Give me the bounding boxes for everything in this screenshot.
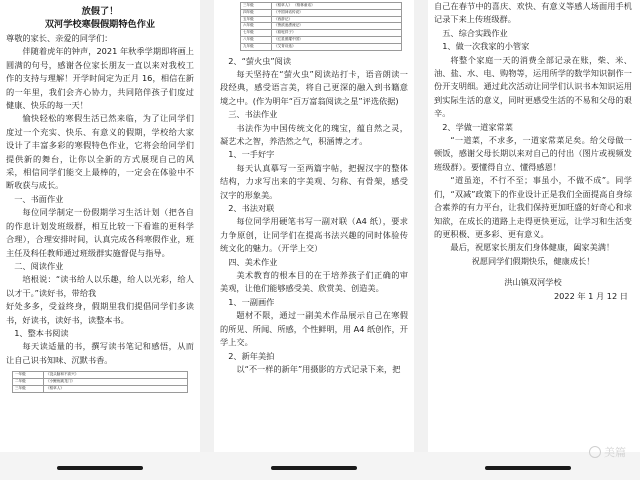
section-2-heading: 二、阅读作业 — [14, 260, 64, 271]
home-indicator[interactable] — [485, 466, 571, 470]
table-cell-grade: 二年级 — [13, 378, 44, 385]
document-page-1 — [0, 0, 200, 452]
subsection-1-body: 每天读适量的书，撰写读书笔记和感悟，从而让自己识书知味、沉默书香。 — [6, 341, 194, 365]
page-divider — [200, 0, 214, 480]
table-cell-grade: 三年级 — [13, 385, 44, 392]
subsection-5-2-heading: 2、学做一道家常菜 — [442, 121, 513, 132]
subsection-4-1-body: 题材不限，通过一副美术作品展示自己在寒假的所见、所闻、所感，个性鲜明，用 A4 纸创作，开学上交。 — [220, 310, 408, 348]
table-row — [241, 3, 402, 10]
table-cell-book: 《稻草人》 — [44, 385, 188, 392]
table-cell-grade: 四年级 — [241, 9, 272, 16]
table-row — [241, 36, 402, 43]
section-3-body: 书法作为中国传统文化的瑰宝，蕴自然之灵，凝艺术之智，养浩然之气，积涵博之才。 — [220, 122, 408, 147]
reading-list-table-part-1 — [12, 371, 188, 392]
document-page-2 — [214, 0, 414, 452]
table-cell-book: 《中国神话传说》 — [272, 9, 402, 16]
section-4-heading: 四、美术作业 — [228, 256, 278, 267]
subsection-5-2-body-1: “一道菜，不求多，一道家常菜足矣。给父母做一顿饭，感谢父母长期以来对自己的付出（图片或视频发班级群）。要懂得自立、懂得感恩！ — [434, 135, 632, 172]
table-cell-grade: 六年级 — [241, 23, 272, 30]
subsection-2-body: 每天坚持在“萤火虫”阅读站打卡，语音朗读一段经典，感受语言美，将自己更深的融入到书籍意境之中。(作为明年“百万富翁阅读之星”评选依据) — [220, 68, 408, 106]
subsection-5-2-body-2: “道虽迩，不行不至；事虽小，不做不成”。同学们，“双减”政策下的作业设计正是我们全面提高自身综合素养的有力平台，让我们保持更加旺盛的好奇心和求知欲，在成长的道路上走得更快更远，让学习和生活变的更积极、更多彩、更有意义。 — [434, 175, 632, 239]
table-row — [13, 372, 188, 379]
table-cell-book: 《骆驼祥子》 — [272, 30, 402, 37]
table-row — [13, 385, 188, 392]
table-cell-grade: 三年级 — [241, 3, 272, 10]
section-2-body-part-1: 培根说：“读书给人以乐趣，给人以光彩，给人以才干。”读好书，带给我 — [6, 274, 194, 298]
home-indicator[interactable] — [271, 466, 357, 470]
table-cell-grade: 一年级 — [13, 372, 44, 379]
watermark — [589, 444, 626, 460]
page-divider — [414, 0, 428, 480]
subsection-4-1-heading: 1、一副画作 — [228, 296, 275, 307]
salutation: 尊敬的家长、亲爱的同学们： — [6, 33, 113, 43]
meipian-logo-icon — [589, 446, 601, 458]
table-cell-book: 《鲁滨逊漂流记》 — [272, 23, 402, 30]
subsection-4-2-heading: 2、新年美拍 — [228, 350, 275, 361]
intro-paragraph-1: 伴随着虎年的钟声，2021 年秋季学期即将画上圆满的句号，感谢各位家长朋友一直以来对我校工作的支持与理解！开学时间定为正月 16，相信在新的一年里，我们会齐心协力，共同陪伴孩子们度过健康、快乐的每一天！ — [6, 46, 194, 111]
closing-line-1: 最后，祝愿家长朋友们身体健康，阖家美满！ — [450, 242, 615, 253]
watermark-text: 美篇 — [604, 446, 626, 459]
greeting-heading: 放假了！ — [81, 6, 119, 17]
table-row — [241, 30, 402, 37]
table-cell-book: 《红星照耀中国》 — [272, 36, 402, 43]
school-signature: 洪山镇双河学校 — [504, 277, 562, 288]
section-3-heading: 三、书法作业 — [228, 109, 278, 120]
subsection-5-1-body: 将整个家庭一天的消费全部记录在账，柴、米、油、盐、水、电、购物等，运用所学的数学知识制作一份开支明细。通过此次活动让同学们认识书本知识运用到实际生活的意义，同时更感受生活的不易和父母的艰辛。 — [434, 54, 632, 119]
table-cell-grade: 七年级 — [241, 30, 272, 37]
subsection-5-1-heading: 1、做一次我家的小管家 — [442, 41, 530, 52]
table-row — [241, 16, 402, 23]
table-row — [13, 378, 188, 385]
section-2-body-part-2: 好处多多，受益终身，假期里我们提倡同学们多读书，好读书，读好书，读整本书。 — [6, 301, 194, 325]
reading-list-table-part-2 — [240, 2, 402, 51]
subsection-3-1-body: 每天认真摹写一至两篇字帖，把握汉字的整体结构，力求写出来的字美观、匀称、有骨架，感受汉字的形象美。 — [220, 162, 408, 200]
table-row — [241, 43, 402, 50]
section-5-heading: 五、综合实践作业 — [442, 27, 508, 38]
table-row — [241, 9, 402, 16]
subsection-2-heading: 2、“萤火虫”阅读 — [228, 55, 292, 66]
subsection-3-1-heading: 1、一手好字 — [228, 149, 275, 160]
table-cell-book: 《没头脑和不高兴》 — [44, 372, 188, 379]
home-indicator[interactable] — [57, 466, 143, 470]
section-4-body: 美术教育的根本目的在于培养孩子们正确的审美观，让他们能够感受美、欣赏美、创造美。 — [220, 270, 408, 294]
subsection-4-2-body: 以“不一样的新年”用摄影的方式记录下来，把 — [236, 363, 401, 374]
table-cell-book: 《西游记》 — [272, 16, 402, 23]
subsection-1-heading: 1、整本书阅读 — [14, 327, 69, 338]
table-cell-grade: 五年级 — [241, 16, 272, 23]
subsection-3-2-heading: 2、书法对联 — [228, 203, 275, 214]
table-cell-grade: 八年级 — [241, 36, 272, 43]
section-1-body: 每位同学制定一份假期学习生活计划（把各自的作息计划发班级群，相互比较一下看谁的更科学合理），合理安排时间，认真完成各科寒假作业，班主任及科任教师通过班级群实施督促与指导。 — [6, 207, 194, 258]
document-page-3 — [428, 0, 640, 452]
table-cell-book: 《艾青诗选》 — [272, 43, 402, 50]
table-row — [241, 23, 402, 30]
intro-paragraph-2: 愉快轻松的寒假生活已然来临，为了让同学们度过一个充实、快乐、有意义的假期，学校给大家设计了丰富多彩的寒假特色作业，它将会给同学们提供新的舞台，让你以全新的方式展现自己的风采，相信同学们能交上最棒的，一定会在体验中不断收获与成长。 — [6, 113, 194, 191]
table-cell-book: 《小鲤鱼跳龙门》 — [44, 378, 188, 385]
closing-line-2: 祝愿同学们假期快乐，健康成长！ — [471, 255, 595, 266]
section-1-heading: 一、书面作业 — [14, 193, 64, 204]
table-cell-grade: 九年级 — [241, 43, 272, 50]
document-date: 2022 年 1 月 12 日 — [553, 290, 628, 301]
continued-paragraph: 自己在春节中的喜庆、欢快、有意义等感人场面用手机记录下来上传班级群。 — [434, 1, 632, 25]
table-cell-book: 《稻草人》 《格林童话》 — [272, 3, 402, 10]
document-title: 双河学校寒假假期特色作业 — [44, 19, 156, 30]
subsection-3-2-body: 每位同学用硬笔书写一副对联（A4 纸），要求力争原创，让同学们在提高书法兴趣的同时体验传统文化的魅力。（开学上交） — [220, 216, 408, 254]
